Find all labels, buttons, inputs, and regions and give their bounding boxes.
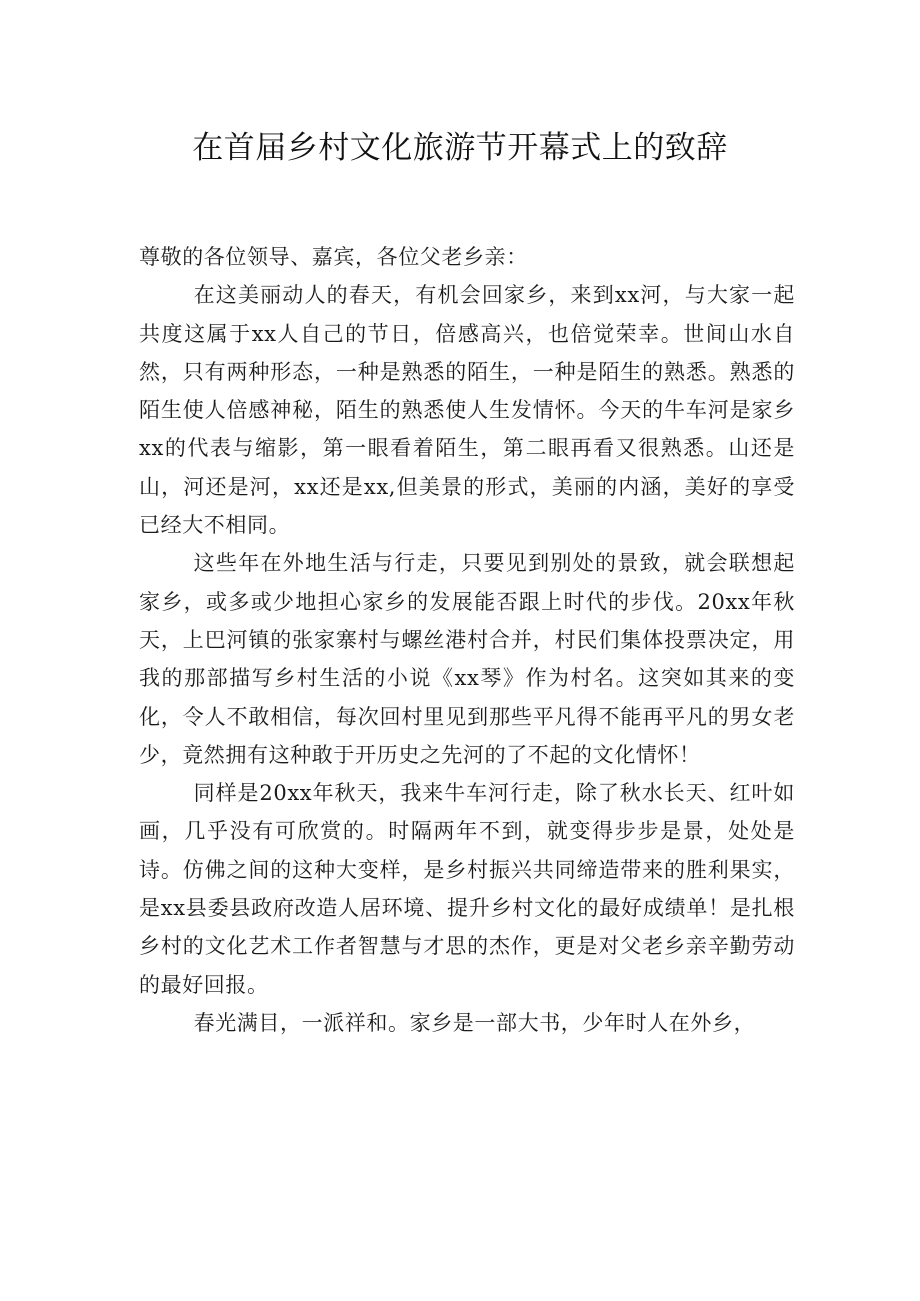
paragraph-3: 同样是20xx年秋天，我来牛车河行走，除了秋水长天、红叶如画，几乎没有可欣赏的。时隔两年不到，就变得步步是景，处处是诗。仿佛之间的这种大变样，是乡村振兴共同缔造带来的胜利果实，是xx县委县政府改造人居环境、提升乡村文化的最好成绩单！是扎根乡村的文化艺术工作者智慧与才思的杰作，更是对父老乡亲辛勤劳动的最好回报。 bbox=[139, 781, 795, 997]
paragraph-1: 在这美丽动人的春天，有机会回家乡，来到xx河，与大家一起共度这属于xx人自己的节日，倍感高兴，也倍觉荣幸。世间山水自然，只有两种形态，一种是熟悉的陌生，一种是陌生的熟悉。熟悉的陌生使人倍感神秘，陌生的熟悉使人生发情怀。今天的牛车河是家乡xx的代表与缩影，第一眼看着陌生，第二眼再看又很熟悉。山还是山，河还是河，xx还是xx,但美景的形式，美丽的内涵，美好的享受已经大不相同。 bbox=[139, 283, 795, 538]
document-body bbox=[139, 238, 795, 1042]
paragraph-2: 这些年在外地生活与行走，只要见到别处的景致，就会联想起家乡，或多或少地担心家乡的发展能否跟上时代的步伐。20xx年秋天，上巴河镇的张家寨村与螺丝港村合并，村民们集体投票决定，用我的那部描写乡村生活的小说《xx琴》作为村名。这突如其来的变化，令人不敢相信，每次回村里见到那些平凡得不能再平凡的男女老少，竟然拥有这种敢于开历史之先河的了不起的文化情怀！ bbox=[139, 551, 795, 767]
document-title: 在首届乡村文化旅游节开幕式上的致辞 bbox=[192, 130, 728, 166]
paragraph-4: 春光满目，一派祥和。家乡是一部大书，少年时人在外乡， bbox=[193, 1010, 756, 1035]
salutation: 尊敬的各位领导、嘉宾，各位父老乡亲： bbox=[139, 245, 528, 269]
